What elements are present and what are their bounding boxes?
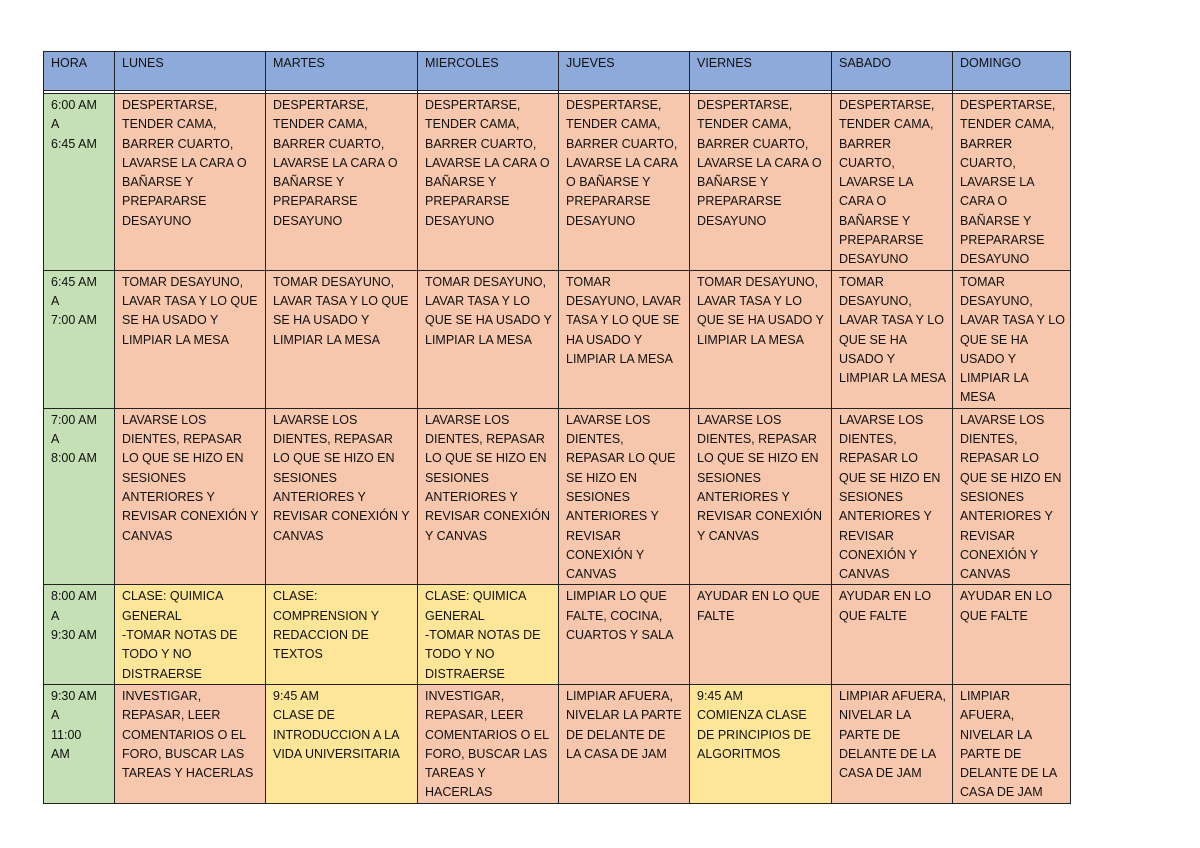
activity-cell-sabado: AYUDAR EN LO QUE FALTE (832, 585, 953, 684)
activity-cell-martes: DESPERTARSE, TENDER CAMA, BARRER CUARTO, LAVARSE LA CARA O BAÑARSE Y PREPARARSE DESAYUNO (266, 94, 418, 271)
header-hora: HORA (44, 52, 115, 91)
activity-cell-lunes: LAVARSE LOS DIENTES, REPASAR LO QUE SE HIZO EN SESIONES ANTERIORES Y REVISAR CONEXIÓN Y CANVAS (115, 408, 266, 585)
activity-cell-miercoles: CLASE: QUIMICA GENERAL -TOMAR NOTAS DE TODO Y NO DISTRAERSE (418, 585, 559, 684)
activity-cell-miercoles: DESPERTARSE, TENDER CAMA, BARRER CUARTO, LAVARSE LA CARA O BAÑARSE Y PREPARARSE DESAYUNO (418, 94, 559, 271)
schedule-row (44, 585, 1071, 684)
schedule-row (44, 94, 1071, 271)
header-row (44, 52, 1071, 91)
activity-cell-viernes: TOMAR DESAYUNO, LAVAR TASA Y LO QUE SE HA USADO Y LIMPIAR LA MESA (690, 270, 832, 408)
activity-cell-domingo: TOMAR DESAYUNO, LAVAR TASA Y LO QUE SE HA USADO Y LIMPIAR LA MESA (953, 270, 1071, 408)
activity-cell-domingo: LIMPIAR AFUERA, NIVELAR LA PARTE DE DELANTE DE LA CASA DE JAM (953, 684, 1071, 803)
schedule-row (44, 408, 1071, 585)
hour-cell: 8:00 AM A 9:30 AM (44, 585, 115, 684)
header-domingo: DOMINGO (953, 52, 1071, 91)
activity-cell-domingo: AYUDAR EN LO QUE FALTE (953, 585, 1071, 684)
schedule-row (44, 270, 1071, 408)
activity-cell-viernes: AYUDAR EN LO QUE FALTE (690, 585, 832, 684)
activity-cell-sabado: TOMAR DESAYUNO, LAVAR TASA Y LO QUE SE HA USADO Y LIMPIAR LA MESA (832, 270, 953, 408)
activity-cell-miercoles: INVESTIGAR, REPASAR, LEER COMENTARIOS O EL FORO, BUSCAR LAS TAREAS Y HACERLAS (418, 684, 559, 803)
activity-cell-jueves: LAVARSE LOS DIENTES, REPASAR LO QUE SE HIZO EN SESIONES ANTERIORES Y REVISAR CONEXIÓN Y CANVAS (559, 408, 690, 585)
activity-cell-lunes: CLASE: QUIMICA GENERAL -TOMAR NOTAS DE TODO Y NO DISTRAERSE (115, 585, 266, 684)
activity-cell-martes: CLASE: COMPRENSION Y REDACCION DE TEXTOS (266, 585, 418, 684)
activity-cell-sabado: DESPERTARSE, TENDER CAMA, BARRER CUARTO, LAVARSE LA CARA O BAÑARSE Y PREPARARSE DESAYUNO (832, 94, 953, 271)
activity-cell-jueves: LIMPIAR LO QUE FALTE, COCINA, CUARTOS Y SALA (559, 585, 690, 684)
hour-cell: 6:45 AM A 7:00 AM (44, 270, 115, 408)
hour-cell: 7:00 AM A 8:00 AM (44, 408, 115, 585)
schedule-row (44, 684, 1071, 803)
header-viernes: VIERNES (690, 52, 832, 91)
activity-cell-lunes: DESPERTARSE, TENDER CAMA, BARRER CUARTO, LAVARSE LA CARA O BAÑARSE Y PREPARARSE DESAYUNO (115, 94, 266, 271)
activity-cell-martes: 9:45 AM CLASE DE INTRODUCCION A LA VIDA UNIVERSITARIA (266, 684, 418, 803)
activity-cell-miercoles: LAVARSE LOS DIENTES, REPASAR LO QUE SE HIZO EN SESIONES ANTERIORES Y REVISAR CONEXIÓN Y CANVAS (418, 408, 559, 585)
activity-cell-jueves: LIMPIAR AFUERA, NIVELAR LA PARTE DE DELANTE DE LA CASA DE JAM (559, 684, 690, 803)
activity-cell-domingo: DESPERTARSE, TENDER CAMA, BARRER CUARTO, LAVARSE LA CARA O BAÑARSE Y PREPARARSE DESAYUNO (953, 94, 1071, 271)
activity-cell-jueves: TOMAR DESAYUNO, LAVAR TASA Y LO QUE SE HA USADO Y LIMPIAR LA MESA (559, 270, 690, 408)
weekly-schedule-table (43, 51, 1071, 804)
hour-cell: 9:30 AM A 11:00 AM (44, 684, 115, 803)
activity-cell-lunes: TOMAR DESAYUNO, LAVAR TASA Y LO QUE SE HA USADO Y LIMPIAR LA MESA (115, 270, 266, 408)
activity-cell-lunes: INVESTIGAR, REPASAR, LEER COMENTARIOS O EL FORO, BUSCAR LAS TAREAS Y HACERLAS (115, 684, 266, 803)
activity-cell-viernes: LAVARSE LOS DIENTES, REPASAR LO QUE SE HIZO EN SESIONES ANTERIORES Y REVISAR CONEXIÓN Y CANVAS (690, 408, 832, 585)
activity-cell-sabado: LIMPIAR AFUERA, NIVELAR LA PARTE DE DELANTE DE LA CASA DE JAM (832, 684, 953, 803)
activity-cell-jueves: DESPERTARSE, TENDER CAMA, BARRER CUARTO, LAVARSE LA CARA O BAÑARSE Y PREPARARSE DESAYUNO (559, 94, 690, 271)
activity-cell-domingo: LAVARSE LOS DIENTES, REPASAR LO QUE SE HIZO EN SESIONES ANTERIORES Y REVISAR CONEXIÓN Y CANVAS (953, 408, 1071, 585)
activity-cell-viernes: 9:45 AM COMIENZA CLASE DE PRINCIPIOS DE ALGORITMOS (690, 684, 832, 803)
hour-cell: 6:00 AM A 6:45 AM (44, 94, 115, 271)
header-miercoles: MIERCOLES (418, 52, 559, 91)
activity-cell-viernes: DESPERTARSE, TENDER CAMA, BARRER CUARTO, LAVARSE LA CARA O BAÑARSE Y PREPARARSE DESAYUNO (690, 94, 832, 271)
header-martes: MARTES (266, 52, 418, 91)
activity-cell-martes: LAVARSE LOS DIENTES, REPASAR LO QUE SE HIZO EN SESIONES ANTERIORES Y REVISAR CONEXIÓN Y CANVAS (266, 408, 418, 585)
header-jueves: JUEVES (559, 52, 690, 91)
activity-cell-miercoles: TOMAR DESAYUNO, LAVAR TASA Y LO QUE SE HA USADO Y LIMPIAR LA MESA (418, 270, 559, 408)
header-lunes: LUNES (115, 52, 266, 91)
activity-cell-martes: TOMAR DESAYUNO, LAVAR TASA Y LO QUE SE HA USADO Y LIMPIAR LA MESA (266, 270, 418, 408)
header-sabado: SABADO (832, 52, 953, 91)
activity-cell-sabado: LAVARSE LOS DIENTES, REPASAR LO QUE SE HIZO EN SESIONES ANTERIORES Y REVISAR CONEXIÓN Y CANVAS (832, 408, 953, 585)
